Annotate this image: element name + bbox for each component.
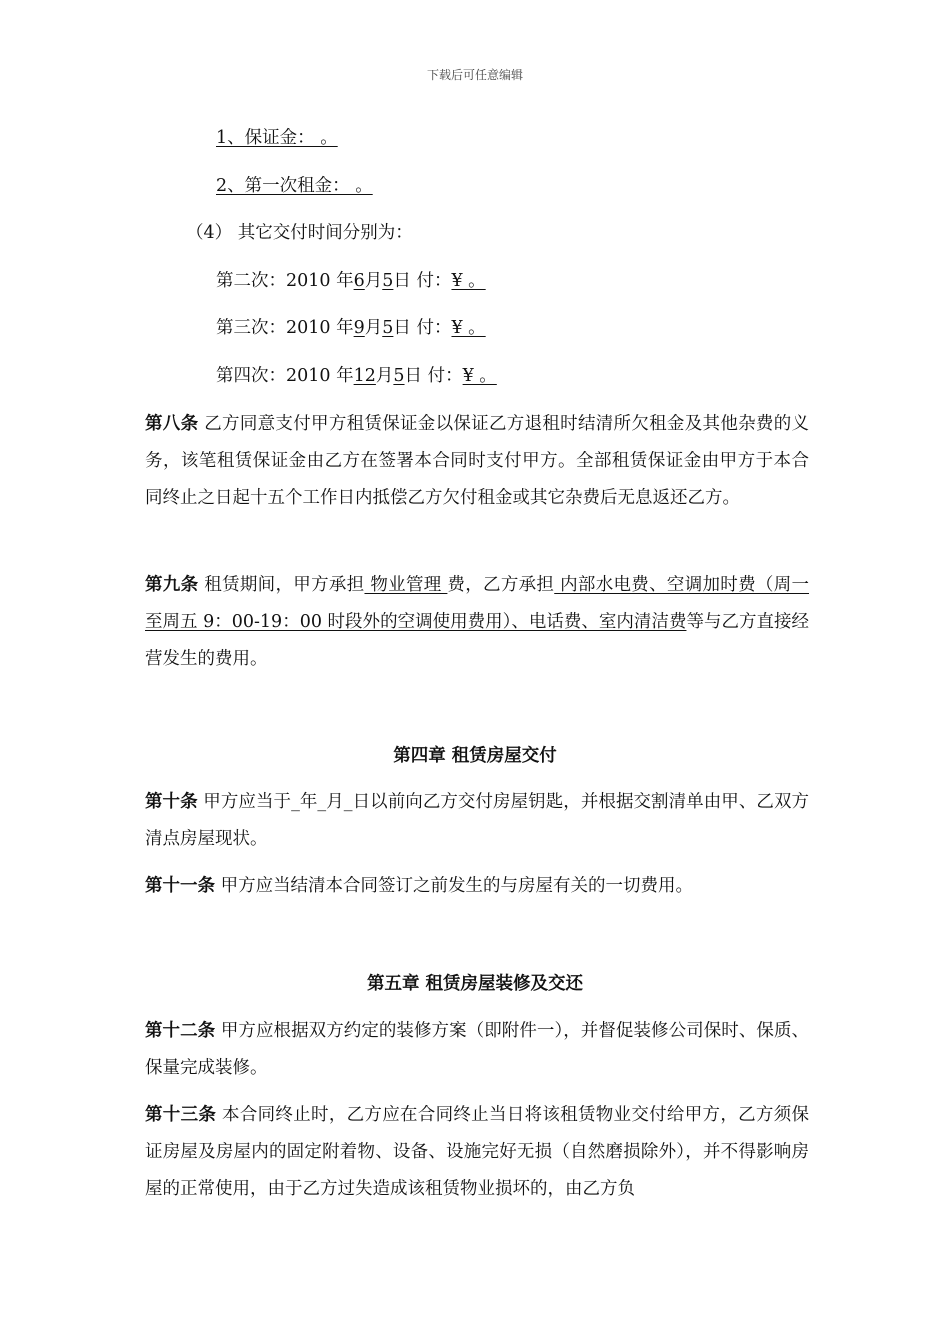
party-a-costs: 物业管理 bbox=[364, 575, 448, 595]
payment-month-unit: 月 bbox=[364, 271, 383, 291]
chapter-5-title: 第五章 租赁房屋装修及交还 bbox=[366, 974, 584, 994]
article-text: 甲方应当结清本合同签订之前发生的与房屋有关的一切费用。 bbox=[215, 876, 694, 896]
article-11 bbox=[145, 868, 809, 905]
article-9 bbox=[145, 567, 809, 678]
payment-label: 第四次：2010 年 bbox=[216, 366, 354, 386]
article-text: 乙方同意支付甲方租赁保证金以保证乙方退租时结清所欠租金及其他杂费的义务，该笔租赁保证金由乙方在签署本合同时支付甲方。全部租赁保证金由甲方于本合同终止之日起十五个工作日内抵偿乙方欠付租金或其它杂费后无息返还乙方。 bbox=[145, 414, 810, 508]
payment-day: 5 bbox=[382, 318, 394, 338]
payment-row-fourth bbox=[216, 364, 497, 388]
article-label: 第八条 bbox=[145, 414, 199, 434]
payment-suffix: 日 付： bbox=[404, 366, 463, 386]
article-text-post: 等与乙方直接经营发生的费用。 bbox=[145, 612, 809, 669]
article-12 bbox=[145, 1013, 809, 1087]
article-text: 甲方应根据双方约定的装修方案（即附件一），并督促装修公司保时、保质、保量完成装修。 bbox=[145, 1021, 810, 1078]
article-text-mid: 费，乙方承担 bbox=[447, 575, 555, 595]
payment-month: 9 bbox=[353, 318, 365, 338]
payment-label: 第二次：2010 年 bbox=[216, 271, 354, 291]
article-label: 第十三条 bbox=[145, 1105, 217, 1125]
other-payments-title: （4） 其它交付时间分别为： bbox=[186, 223, 413, 243]
payment-suffix: 日 付： bbox=[393, 318, 452, 338]
payment-suffix: 日 付： bbox=[393, 271, 452, 291]
payment-amount: ¥ 。 bbox=[451, 271, 486, 291]
payment-day: 5 bbox=[382, 271, 394, 291]
article-8 bbox=[145, 406, 809, 517]
payment-amount: ¥ 。 bbox=[451, 318, 486, 338]
article-13 bbox=[145, 1097, 809, 1208]
payment-amount: ¥ 。 bbox=[462, 366, 497, 386]
deposit-item: 1、保证金： 。 bbox=[216, 128, 338, 148]
article-label: 第十一条 bbox=[145, 876, 215, 896]
article-label: 第十条 bbox=[145, 792, 198, 812]
payment-month: 12 bbox=[353, 366, 376, 386]
article-label: 第九条 bbox=[145, 575, 199, 595]
payment-row-second bbox=[216, 269, 486, 293]
party-b-costs: 内部水电费、空调加时费（周一至周五 9：00-19：00 时段外的空调使用费用）、电话费、室内清洁费 bbox=[145, 575, 810, 632]
chapter-4-title: 第四章 租赁房屋交付 bbox=[393, 746, 557, 766]
payment-day: 5 bbox=[393, 366, 405, 386]
first-rent-item: 2、第一次租金： 。 bbox=[216, 176, 373, 196]
page-header-note: 下载后可任意编辑 bbox=[426, 68, 523, 82]
article-10 bbox=[145, 784, 809, 858]
article-label: 第十二条 bbox=[145, 1021, 216, 1041]
article-text-pre: 租赁期间，甲方承担 bbox=[198, 575, 365, 595]
payment-label: 第三次：2010 年 bbox=[216, 318, 354, 338]
article-text: 甲方应当于_年_月_日以前向乙方交付房屋钥匙，并根据交割清单由甲、乙双方清点房屋现状。 bbox=[145, 792, 810, 849]
article-text: 本合同终止时，乙方应在合同终止当日将该租赁物业交付给甲方，乙方须保证房屋及房屋内的固定附着物、设备、设施完好无损（自然磨损除外），并不得影响房屋的正常使用，由于乙方过失造成该租赁物业损坏的，由乙方负 bbox=[145, 1105, 810, 1199]
payment-month-unit: 月 bbox=[364, 318, 383, 338]
payment-row-third bbox=[216, 316, 486, 340]
payment-month-unit: 月 bbox=[375, 366, 394, 386]
payment-month: 6 bbox=[353, 271, 365, 291]
